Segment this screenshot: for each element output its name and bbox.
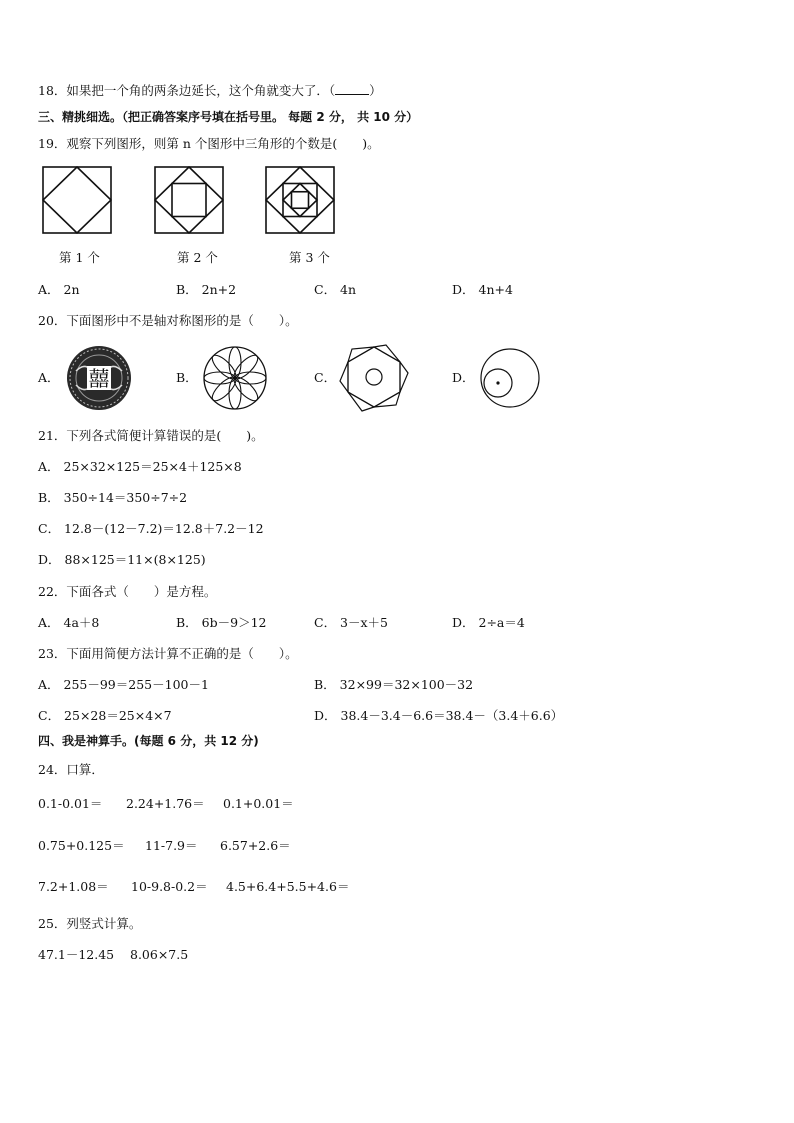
pinwheel-hexagon-figure bbox=[338, 343, 410, 413]
mental-calc-item: 0.1+0.01＝ bbox=[223, 796, 294, 811]
q21-option-b[interactable]: B． 350÷14＝350÷7÷2 bbox=[38, 490, 188, 505]
vertical-calc-item: 47.1－12.45 bbox=[38, 947, 115, 962]
section-4-title: 四、我是神算手。(每题 6 分，共 12 分) bbox=[38, 734, 259, 748]
q19-option-a[interactable]: A． 2n bbox=[38, 282, 80, 297]
mental-calc-item: 0.75+0.125＝ bbox=[38, 838, 125, 853]
q20-option-d-label[interactable]: D． bbox=[452, 370, 475, 385]
mental-calc-item: 2.24+1.76＝ bbox=[126, 796, 205, 811]
double-happiness-medallion-figure bbox=[66, 345, 132, 411]
figure-2-nested-squares bbox=[154, 166, 224, 234]
q20-option-b-label[interactable]: B． bbox=[176, 370, 198, 385]
q19-option-d[interactable]: D． 4n+4 bbox=[452, 282, 513, 297]
q19-option-c[interactable]: C． 4n bbox=[314, 282, 357, 297]
q22-option-c[interactable]: C． 3－x＋5 bbox=[314, 615, 388, 630]
q19-option-b[interactable]: B． 2n+2 bbox=[176, 282, 237, 297]
figure-3-nested-squares bbox=[265, 166, 335, 234]
vertical-calc-item: 8.06×7.5 bbox=[130, 947, 189, 962]
question-18-text: 18．如果把一个角的两条边延长，这个角就变大了．（ bbox=[38, 83, 336, 98]
question-20-text: 20．下面图形中不是轴对称图形的是（ ）。 bbox=[38, 313, 298, 328]
figure-label-3: 第 3 个 bbox=[289, 250, 330, 265]
double-happiness-glyph: 囍 bbox=[88, 367, 110, 391]
q20-option-a-label[interactable]: A． bbox=[38, 370, 60, 385]
question-18 bbox=[38, 82, 382, 99]
question-21-text: 21．下列各式简便计算错误的是( )。 bbox=[38, 428, 264, 443]
question-23-text: 23．下面用简便方法计算不正确的是（ ）。 bbox=[38, 646, 298, 661]
question-22-text: 22．下面各式（ ）是方程。 bbox=[38, 584, 217, 599]
question-24-text: 24．口算． bbox=[38, 762, 104, 777]
mental-calc-item: 7.2+1.08＝ bbox=[38, 879, 109, 894]
q22-option-d[interactable]: D． 2÷a＝4 bbox=[452, 615, 525, 630]
figure-label-2: 第 2 个 bbox=[177, 250, 218, 265]
rosette-circle-figure bbox=[202, 345, 268, 411]
q21-option-c[interactable]: C． 12.8－(12－7.2)＝12.8＋7.2－12 bbox=[38, 521, 264, 536]
question-19-text: 19．观察下列图形，则第 n 个图形中三角形的个数是( )。 bbox=[38, 136, 380, 151]
question-25-text: 25．列竖式计算。 bbox=[38, 916, 142, 931]
answer-blank-18[interactable] bbox=[335, 82, 369, 95]
mental-calc-item: 0.1-0.01＝ bbox=[38, 796, 103, 811]
q23-option-a[interactable]: A． 255－99＝255－100－1 bbox=[38, 677, 209, 692]
q22-option-a[interactable]: A． 4a＋8 bbox=[38, 615, 100, 630]
section-3-title: 三、精挑细选。（把正确答案序号填在括号里。 每题 2 分， 共 10 分） bbox=[38, 110, 419, 124]
circles-figure bbox=[479, 347, 541, 409]
question-18-tail: ） bbox=[369, 83, 382, 98]
q21-option-d[interactable]: D． 88×125＝11×(8×125) bbox=[38, 552, 206, 567]
figure-1-nested-squares bbox=[42, 166, 112, 234]
q21-option-a[interactable]: A． 25×32×125＝25×4＋125×8 bbox=[38, 459, 242, 474]
q20-option-c-label[interactable]: C． bbox=[314, 370, 337, 385]
mental-calc-item: 6.57+2.6＝ bbox=[220, 838, 291, 853]
figure-label-1: 第 1 个 bbox=[59, 250, 100, 265]
mental-calc-item: 10-9.8-0.2＝ bbox=[131, 879, 208, 894]
mental-calc-item: 4.5+6.4+5.5+4.6＝ bbox=[226, 879, 350, 894]
q23-option-b[interactable]: B． 32×99＝32×100－32 bbox=[314, 677, 474, 692]
q22-option-b[interactable]: B． 6b－9＞12 bbox=[176, 615, 267, 630]
q23-option-d[interactable]: D． 38.4－3.4－6.6＝38.4－（3.4＋6.6） bbox=[314, 708, 564, 723]
mental-calc-item: 11-7.9＝ bbox=[145, 838, 198, 853]
q23-option-c[interactable]: C． 25×28＝25×4×7 bbox=[38, 708, 172, 723]
